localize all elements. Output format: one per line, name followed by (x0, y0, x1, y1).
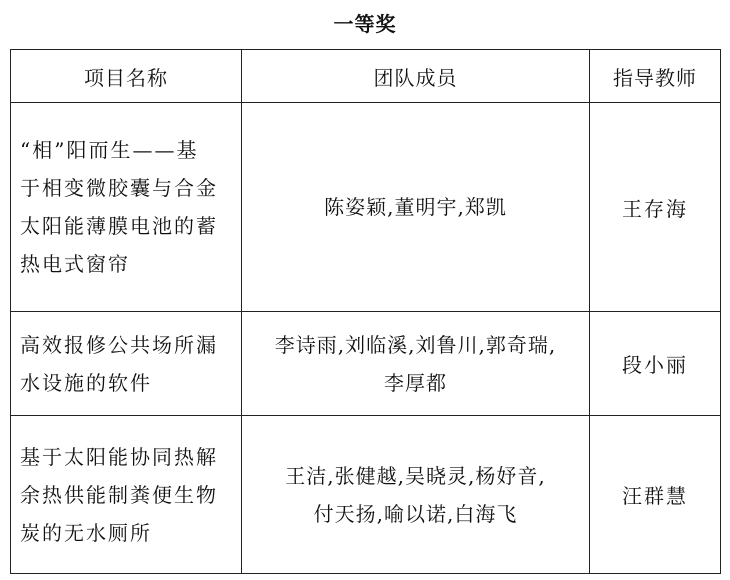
project-name-line: “相”阳而生——基 (20, 138, 199, 162)
advisor-cell: 汪群慧 (590, 416, 721, 574)
project-name-line: 基于太阳能协同热解 (20, 444, 218, 469)
team-members-cell (242, 312, 590, 416)
project-name-cell (11, 416, 242, 574)
project-name-line: 太阳能薄膜电池的蓄 (20, 214, 218, 238)
header-advisor: 指导教师 (590, 50, 721, 103)
table-header-row (11, 50, 721, 103)
advisor-cell: 段小丽 (590, 312, 721, 416)
advisor-cell: 王存海 (590, 103, 721, 312)
table-row (11, 312, 721, 416)
team-members-line: 付天扬,喻以诺,白海飞 (313, 501, 518, 526)
header-team-members: 团队成员 (242, 50, 590, 103)
award-table (10, 49, 721, 574)
project-name-line: 余热供能制粪便生物 (20, 482, 218, 507)
project-name-cell (11, 312, 242, 416)
team-members-cell (242, 103, 590, 312)
team-members-line: 陈姿颖,董明宇,郑凯 (324, 195, 507, 219)
table-row (11, 416, 721, 574)
project-name-line: 炭的无水厕所 (20, 520, 152, 545)
team-members-cell (242, 416, 590, 574)
table-row (11, 103, 721, 312)
project-name-line: 高效报修公共场所漏 (20, 332, 218, 357)
project-name-line: 于相变微胶囊与合金 (20, 176, 218, 200)
team-members-line: 王洁,张健越,吴晓灵,杨妤音, (285, 463, 546, 488)
project-name-line: 热电式窗帘 (20, 252, 130, 276)
project-name-cell (11, 103, 242, 312)
header-project-name: 项目名称 (11, 50, 242, 103)
team-members-line: 李厚都 (384, 370, 447, 395)
team-members-line: 李诗雨,刘临溪,刘鲁川,郭奇瑞, (274, 332, 557, 357)
page-title: 一等奖 (333, 12, 397, 36)
project-name-line: 水设施的软件 (20, 370, 152, 395)
